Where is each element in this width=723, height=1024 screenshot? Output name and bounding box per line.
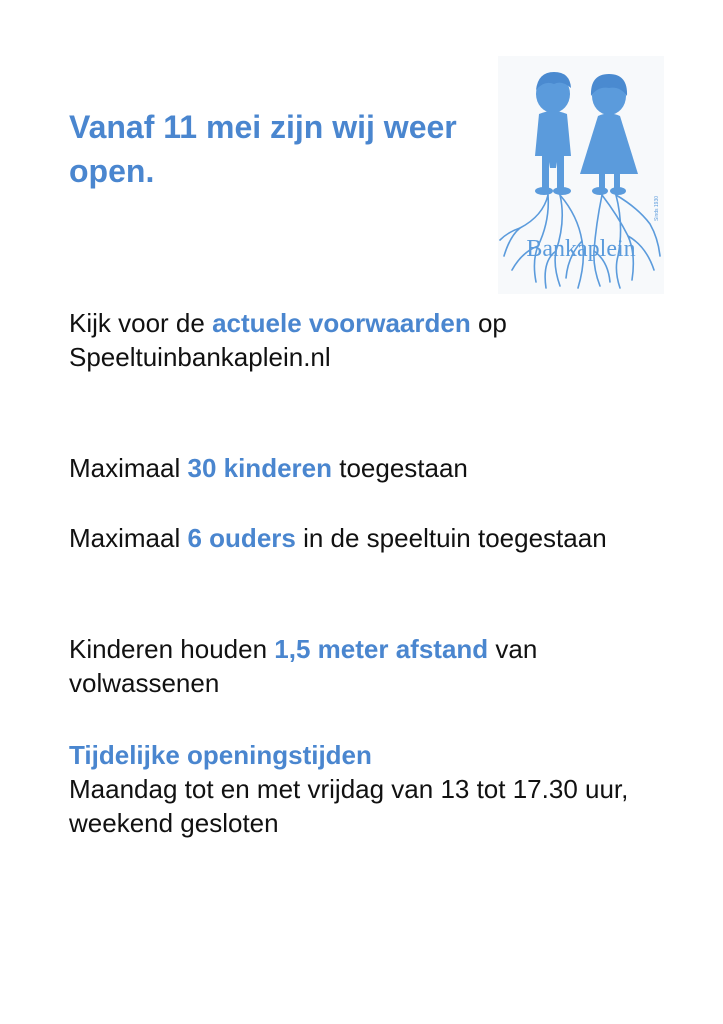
website-highlight: actuele voorwaarden: [212, 308, 471, 338]
rule-highlight: 30 kinderen: [187, 453, 332, 483]
website-url: Speeltuinbankaplein.nl: [69, 342, 331, 372]
logo-tagline: Sinds 1930: [654, 195, 660, 221]
rule-text: in de speeltuin toegestaan: [295, 523, 607, 553]
rule-highlight: 1,5 meter afstand: [274, 634, 489, 664]
rule-text: toegestaan: [332, 453, 468, 483]
logo-wordmark: Bankaplein: [526, 236, 636, 262]
website-pre: Kijk voor de: [69, 308, 213, 338]
opening-hours-title: Tijdelijke openingstijden: [69, 740, 372, 770]
rule-max-children: [69, 451, 669, 485]
rule-highlight: 6 ouders: [187, 523, 296, 553]
rule-text: Kinderen houden: [69, 634, 275, 664]
website-post: op: [470, 308, 507, 338]
rule-max-parents: [69, 521, 669, 555]
rule-text: van volwassenen: [69, 634, 538, 698]
headline: Vanaf 11 mei zijn wij weer open.: [69, 109, 457, 189]
rule-distance: [69, 632, 669, 700]
opening-hours-text: Maandag tot en met vrijdag van 13 tot 17.30 uur, weekend gesloten: [69, 774, 629, 838]
opening-hours: [69, 738, 669, 840]
rule-text: Maximaal: [69, 523, 188, 553]
rule-text: Maximaal: [69, 453, 188, 483]
bankaplein-logo: [498, 56, 664, 294]
website-paragraph: [69, 306, 669, 374]
